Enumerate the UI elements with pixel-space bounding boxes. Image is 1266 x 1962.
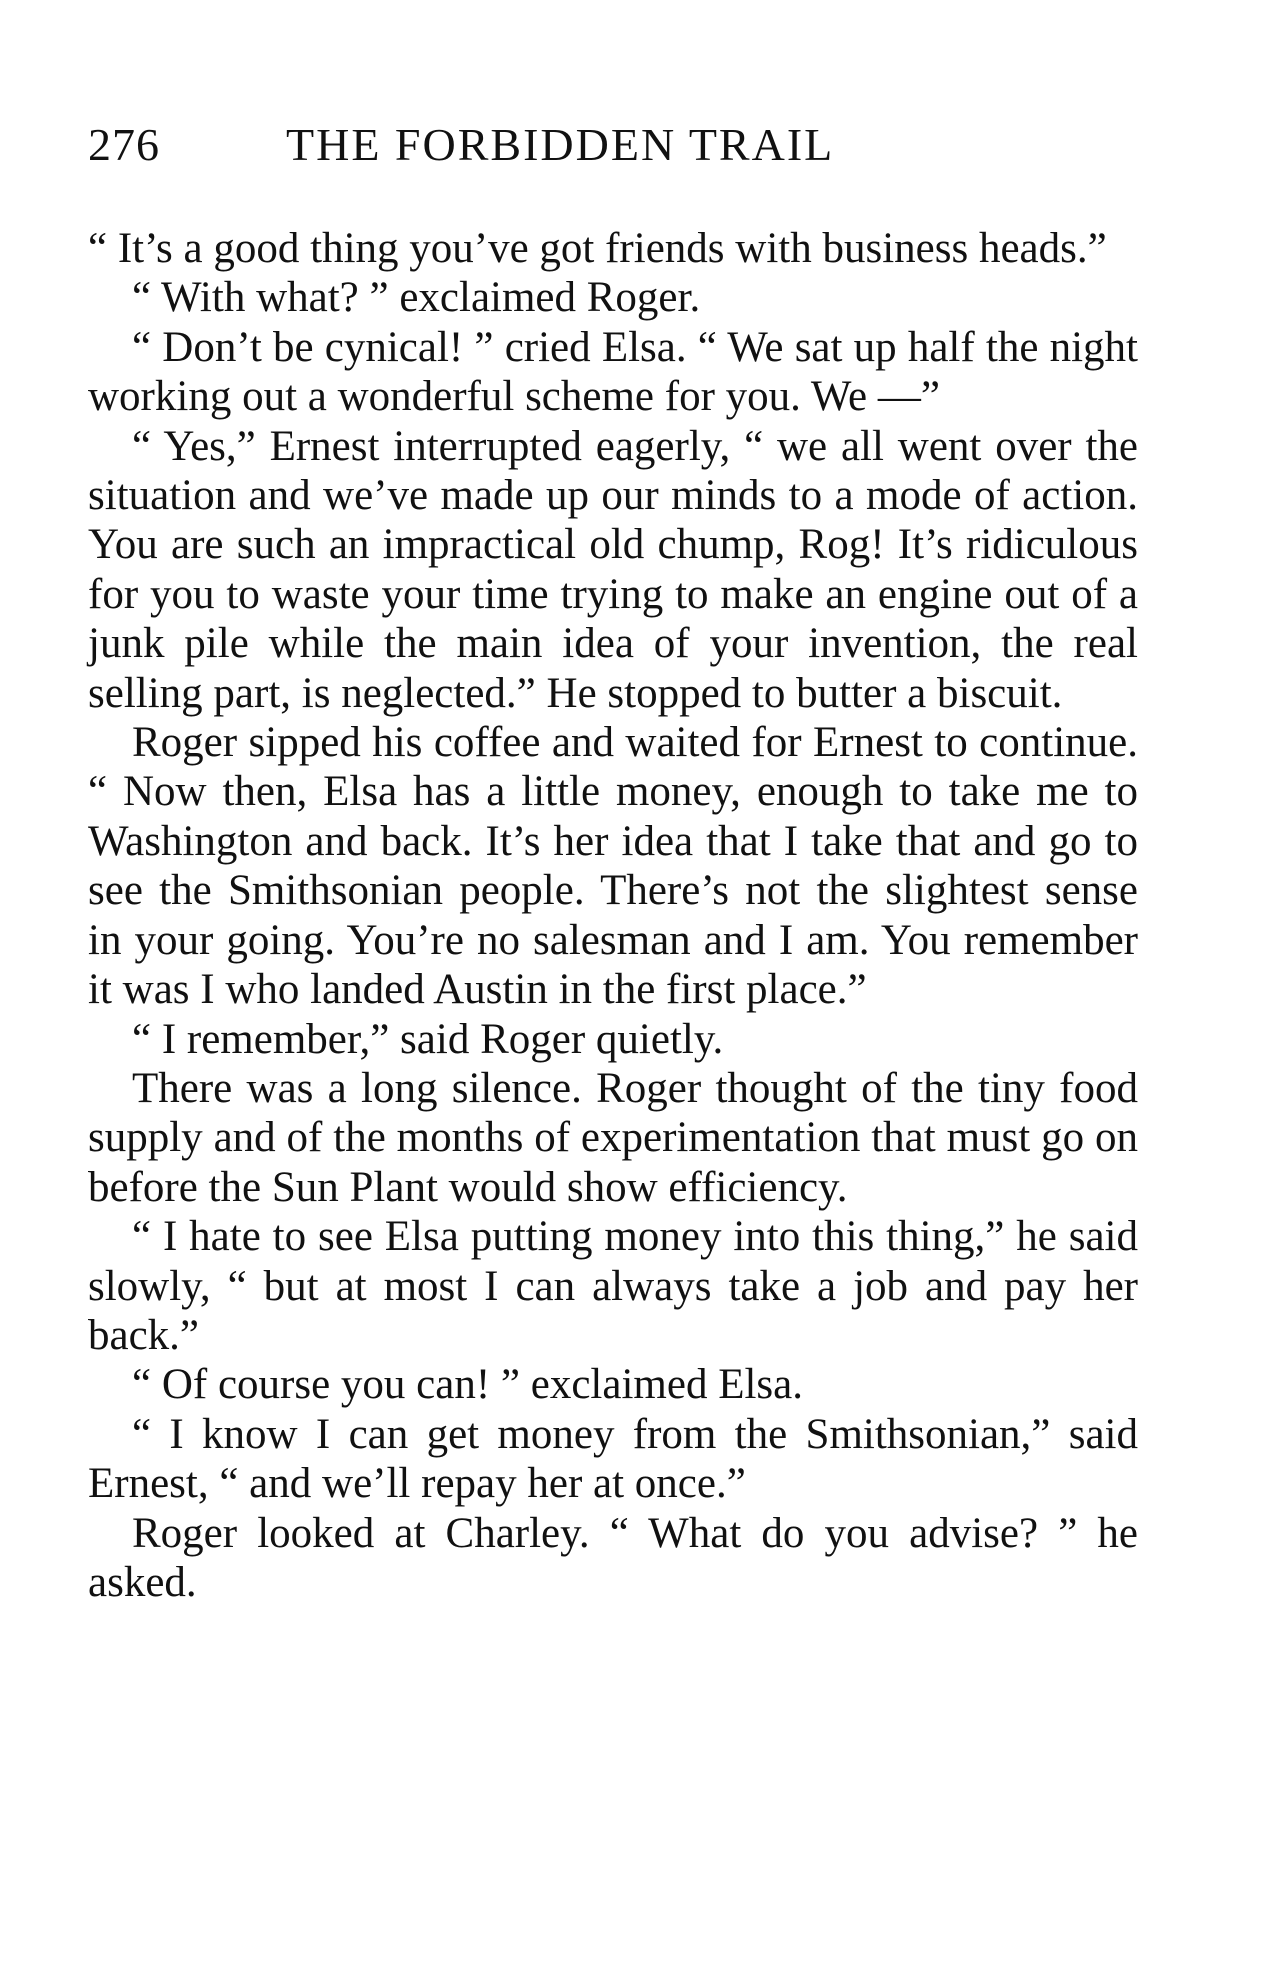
page-number: 276 <box>88 119 160 170</box>
paragraph: There was a long silence. Roger thought of the tiny food supply and of the months of experimentation that must go on before the Sun Plant would show efficiency. <box>88 1064 1138 1211</box>
paragraph: “ Don’t be cynical! ” cried Elsa. “ We sat up half the night working out a wonderful scheme for you. We —” <box>88 323 1138 421</box>
paragraph: “ Of course you can! ” exclaimed Elsa. <box>132 1361 803 1409</box>
paragraph: “ It’s a good thing you’ve got friends with business heads.” <box>88 225 1107 272</box>
paragraph: “ With what? ” exclaimed Roger. <box>132 274 701 322</box>
paragraph: “ I hate to see Elsa putting money into this thing,” he said slowly, “ but at most I can always take a job and pay her back.” <box>88 1213 1138 1359</box>
page-header <box>88 118 1138 180</box>
paragraph: “ I know I can get money from the Smithsonian,” said Ernest, “ and we’ll repay her at once.” <box>88 1410 1138 1508</box>
book-page <box>88 118 1138 1607</box>
paragraph: “ I remember,” said Roger quietly. <box>132 1015 724 1063</box>
page-body <box>88 224 1138 1607</box>
running-title: THE FORBIDDEN TRAIL <box>286 119 835 170</box>
paragraph: “ Yes,” Ernest interrupted eagerly, “ we all went over the situation and we’ve made up our minds to a mode of action. You are such an impractical old chump, Rog! It’s ridiculous for you to waste your time trying to make an engine out of a junk pile while the main idea of your invention, the real selling part, is neglected.” He stopped to butter a biscuit. <box>88 422 1138 717</box>
paragraph: Roger sipped his coffee and waited for Ernest to continue. “ Now then, Elsa has a little money, enough to take me to Washington and back. It’s her idea that I take that and go to see the Smithsonian people. There’s not the slightest sense in your going. You’re no salesman and I am. You remember it was I who landed Austin in the first place.” <box>88 719 1138 1014</box>
paragraph: Roger looked at Charley. “ What do you advise? ” he asked. <box>88 1509 1138 1606</box>
